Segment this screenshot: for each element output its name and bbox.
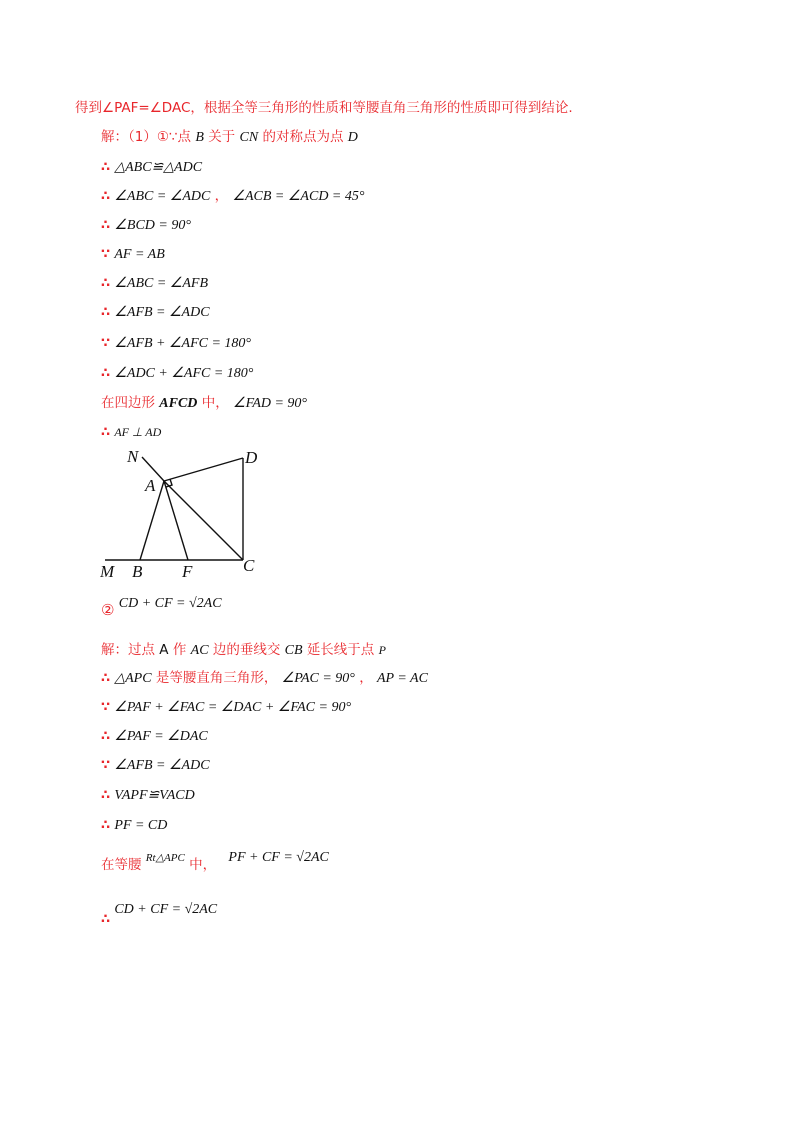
text-perpendicular: 边的垂线交 (212, 642, 281, 658)
therefore-symbol: ∴ (101, 189, 111, 204)
step-afb-adc-2 (101, 756, 210, 775)
solution-label: 解：（1）①∵点 (101, 129, 192, 145)
label-b: B (132, 562, 143, 581)
math-expression: ∠AFB = ∠ADC (114, 305, 210, 320)
step-afb-adc (101, 303, 210, 322)
text-isosceles: 是等腰直角三角形， (155, 670, 278, 686)
separator: ， (214, 188, 229, 204)
triangle-rt-apc: Rt△APC (145, 852, 185, 864)
math-expression: ∠FAD = 90° (233, 396, 308, 411)
because-symbol: ∵ (101, 336, 111, 351)
therefore-symbol: ∴ (101, 425, 111, 440)
part-2-header (101, 593, 222, 619)
point-b: B (195, 130, 204, 145)
intro-text: 得到∠PAF=∠DAC，根据全等三角形的性质和等腰直角三角形的性质即可得到结论. (75, 100, 573, 116)
part-2-marker: ② (101, 601, 115, 619)
therefore-symbol: ∴ (101, 366, 111, 381)
text-symmetric-point: 的对称点为点 (262, 129, 344, 145)
math-expression: ∠AFB + ∠AFC = 180° (114, 336, 252, 351)
step-paf-dac (101, 727, 208, 746)
label-d: D (245, 448, 258, 467)
therefore-symbol: ∴ (101, 729, 111, 744)
math-expression: VAPF≌VACD (114, 788, 195, 803)
therefore-symbol: ∴ (101, 788, 111, 803)
math-expression: CD + CF = √2AC (114, 902, 218, 917)
step-abc-afb (101, 274, 208, 293)
line-cn: CN (239, 130, 259, 145)
step-perpendicular (101, 423, 161, 442)
text-in: 中， (201, 395, 229, 411)
step-isosceles-right (101, 669, 428, 688)
text-through-point: 解：过点 (101, 642, 155, 658)
text-draw: 作 (172, 642, 187, 658)
step-angle-sum (101, 698, 351, 717)
step-congruent-2 (101, 786, 195, 805)
therefore-symbol: ∴ (101, 818, 111, 833)
step-quadrilateral (101, 394, 307, 413)
math-expression: △APC (114, 671, 152, 686)
math-expression: ∠ADC + ∠AFC = 180° (114, 366, 254, 381)
text-isosceles-prefix: 在等腰 (101, 857, 142, 873)
math-expression: PF = CD (114, 818, 168, 833)
math-expression: AF = AB (114, 247, 165, 262)
solution-1-header (101, 128, 358, 147)
therefore-symbol: ∴ (101, 912, 111, 927)
text-quadrilateral: 在四边形 (101, 395, 155, 411)
point-a: A (159, 642, 169, 658)
text-extension: 延长线于点 (306, 642, 375, 658)
label-a: A (145, 476, 156, 495)
math-expression: ∠PAF = ∠DAC (114, 729, 208, 744)
math-expression: ∠ACB = ∠ACD = 45° (232, 189, 365, 204)
quad-afcd: AFCD (159, 396, 198, 411)
math-expression: △ABC≌△ADC (114, 160, 203, 175)
point-p: P (378, 643, 386, 657)
math-expression: PF + CF = √2AC (228, 850, 329, 865)
math-expression: ∠AFB = ∠ADC (114, 758, 210, 773)
math-expression: AP = AC (376, 671, 428, 686)
text-about: 关于 (208, 129, 236, 145)
step-afb-afc (101, 334, 251, 353)
label-n: N (127, 447, 139, 466)
step-af-ab (101, 245, 165, 264)
step-rt-triangle (101, 848, 329, 873)
math-expression: ∠PAF + ∠FAC = ∠DAC + ∠FAC = 90° (114, 700, 352, 715)
step-congruent (101, 158, 202, 177)
label-f: F (182, 562, 193, 581)
therefore-symbol: ∴ (101, 218, 111, 233)
because-symbol: ∵ (101, 247, 111, 262)
math-expression: ∠PAC = 90° (281, 671, 355, 686)
separator: ， (359, 670, 373, 686)
math-expression: CD + CF = √2AC (118, 596, 222, 611)
math-expression: ∠BCD = 90° (114, 218, 191, 233)
therefore-symbol: ∴ (101, 160, 111, 175)
intro-line (75, 99, 573, 117)
segment-ac-label: AC (190, 643, 209, 658)
step-conclusion (101, 900, 218, 927)
point-d: D (347, 130, 358, 145)
math-expression: ∠ABC = ∠ADC (114, 189, 211, 204)
because-symbol: ∵ (101, 758, 111, 773)
solution-2-header (101, 641, 386, 660)
math-expression: AF ⊥ AD (114, 425, 162, 439)
therefore-symbol: ∴ (101, 305, 111, 320)
geometry-figure (100, 445, 270, 585)
label-c: C (243, 556, 255, 575)
step-bcd (101, 216, 191, 235)
step-angles-equal (101, 187, 364, 206)
segment-cb-label: CB (284, 643, 303, 658)
step-pf-cd (101, 816, 167, 835)
label-m: M (100, 562, 115, 581)
math-expression: ∠ABC = ∠AFB (114, 276, 208, 291)
therefore-symbol: ∴ (101, 671, 111, 686)
therefore-symbol: ∴ (101, 276, 111, 291)
step-adc-afc (101, 364, 253, 383)
because-symbol: ∵ (101, 700, 111, 715)
segment-ad (164, 458, 243, 481)
text-in: 中， (189, 857, 217, 873)
